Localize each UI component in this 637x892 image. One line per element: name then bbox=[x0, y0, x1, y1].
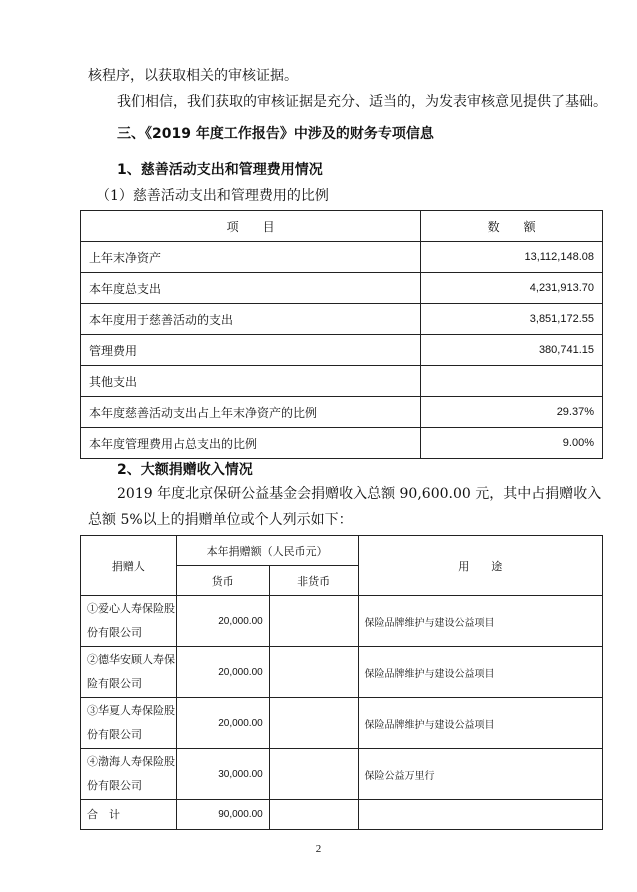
header-donor: 捐赠人 bbox=[81, 536, 177, 596]
row-label: 本年度用于慈善活动的支出 bbox=[81, 304, 421, 335]
total-noncash bbox=[269, 800, 358, 830]
row-value bbox=[421, 366, 603, 397]
header-use: 用 途 bbox=[358, 536, 602, 596]
row-value: 380,741.15 bbox=[421, 335, 603, 366]
table-row bbox=[81, 397, 603, 428]
row-value: 4,231,913.70 bbox=[421, 273, 603, 304]
total-use bbox=[358, 800, 602, 830]
donor-cell bbox=[81, 698, 177, 749]
total-cash: 90,000.00 bbox=[176, 800, 269, 830]
row-label: 管理费用 bbox=[81, 335, 421, 366]
donor-name-line1: ④渤海人寿保险股 bbox=[87, 755, 175, 768]
ratio-table bbox=[80, 210, 603, 459]
donor-cell bbox=[81, 749, 177, 800]
subheading-2: 2、大额捐赠收入情况 bbox=[117, 462, 253, 478]
donor-name-line2: 份有限公司 bbox=[87, 728, 142, 741]
section-heading-3: 三、《2019 年度工作报告》中涉及的财务专项信息 bbox=[117, 126, 434, 142]
paragraph-continuation: 核程序，以获取相关的审核证据。 bbox=[88, 68, 298, 84]
donor-name-line1: ③华夏人寿保险股 bbox=[87, 704, 175, 717]
header-cash: 货币 bbox=[176, 566, 269, 596]
table-row bbox=[81, 428, 603, 459]
cash-amount: 20,000.00 bbox=[176, 647, 269, 698]
paragraph-basis: 我们相信，我们获取的审核证据是充分、适当的，为发表审核意见提供了基础。 bbox=[117, 94, 607, 110]
donation-intro-line2: 总额 5%以上的捐赠单位或个人列示如下： bbox=[88, 512, 353, 528]
subheading-1: 1、慈善活动支出和管理费用情况 bbox=[117, 162, 323, 178]
table-row bbox=[81, 242, 603, 273]
donor-name-line1: ②德华安顾人寿保 bbox=[87, 653, 175, 666]
table-row bbox=[81, 304, 603, 335]
donation-use: 保险公益万里行 bbox=[358, 749, 602, 800]
row-value: 29.37% bbox=[421, 397, 603, 428]
donation-table bbox=[80, 535, 603, 830]
donor-name-line2: 险有限公司 bbox=[87, 677, 142, 690]
donation-use: 保险品牌维护与建设公益项目 bbox=[358, 647, 602, 698]
row-label: 本年度管理费用占总支出的比例 bbox=[81, 428, 421, 459]
donation-intro-line1: 2019 年度北京保研公益基金会捐赠收入总额 90,600.00 元，其中占捐赠收入 bbox=[117, 486, 602, 502]
page-number: 2 bbox=[315, 843, 322, 855]
header-amount: 数 额 bbox=[421, 211, 603, 242]
row-value: 3,851,172.55 bbox=[421, 304, 603, 335]
cash-amount: 20,000.00 bbox=[176, 698, 269, 749]
header-item: 项 目 bbox=[81, 211, 421, 242]
ratio-table-header bbox=[81, 211, 603, 242]
cash-amount: 30,000.00 bbox=[176, 749, 269, 800]
donor-name-line2: 份有限公司 bbox=[87, 626, 142, 639]
table-row bbox=[81, 335, 603, 366]
noncash-amount bbox=[269, 596, 358, 647]
donor-cell bbox=[81, 596, 177, 647]
total-label: 合 计 bbox=[81, 800, 177, 830]
header-amount-group: 本年捐赠额（人民币元） bbox=[176, 536, 358, 566]
noncash-amount bbox=[269, 647, 358, 698]
table-row bbox=[81, 698, 603, 749]
row-label: 本年度慈善活动支出占上年末净资产的比例 bbox=[81, 397, 421, 428]
table-row bbox=[81, 596, 603, 647]
row-label: 本年度总支出 bbox=[81, 273, 421, 304]
donation-use: 保险品牌维护与建设公益项目 bbox=[358, 698, 602, 749]
table-row bbox=[81, 647, 603, 698]
row-label: 其他支出 bbox=[81, 366, 421, 397]
donation-use: 保险品牌维护与建设公益项目 bbox=[358, 596, 602, 647]
donor-name-line1: ①爱心人寿保险股 bbox=[87, 602, 175, 615]
donor-cell bbox=[81, 647, 177, 698]
noncash-amount bbox=[269, 749, 358, 800]
header-noncash: 非货币 bbox=[269, 566, 358, 596]
table-row bbox=[81, 749, 603, 800]
donation-table-header-row1 bbox=[81, 536, 603, 566]
donor-name-line2: 份有限公司 bbox=[87, 779, 142, 792]
table-row-total bbox=[81, 800, 603, 830]
subheading-1-1: （1）慈善活动支出和管理费用的比例 bbox=[96, 188, 329, 204]
table-row bbox=[81, 273, 603, 304]
cash-amount: 20,000.00 bbox=[176, 596, 269, 647]
table-row bbox=[81, 366, 603, 397]
noncash-amount bbox=[269, 698, 358, 749]
row-value: 13,112,148.08 bbox=[421, 242, 603, 273]
row-label: 上年末净资产 bbox=[81, 242, 421, 273]
row-value: 9.00% bbox=[421, 428, 603, 459]
